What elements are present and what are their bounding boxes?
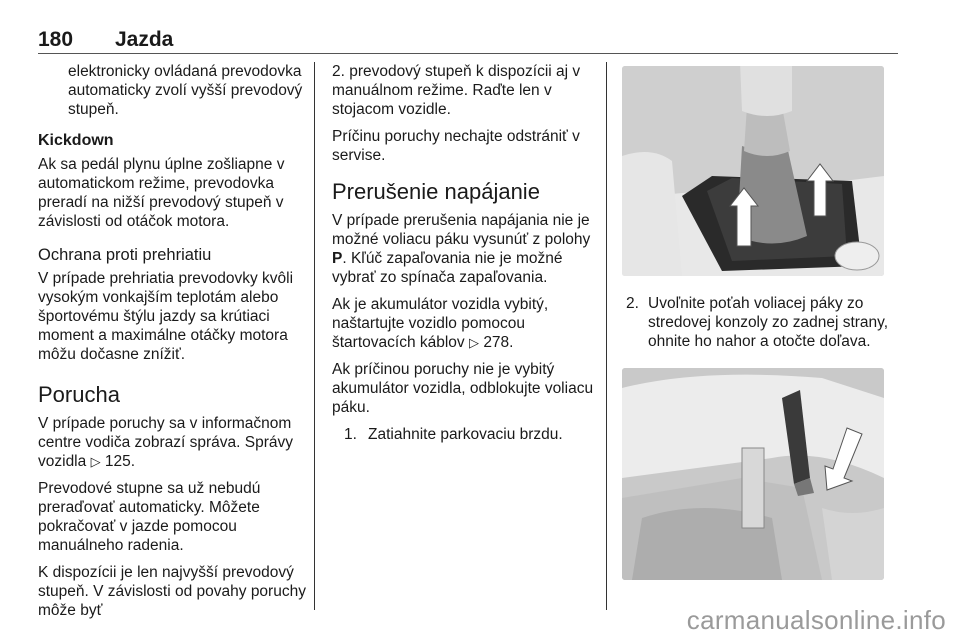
kickdown-heading: Kickdown xyxy=(38,132,114,149)
gear-lever-drawing xyxy=(622,66,884,276)
gear-lever-illustration xyxy=(622,66,884,276)
kickdown-paragraph: Ak sa pedál plynu úplne zošliapne v automatickom režime, prevodovka preradí na nižší prevodový stupeň v závislosti od otáčok motora. xyxy=(38,156,285,230)
step-2-text: Uvoľnite poťah voliacej páky zo stredovej konzoly zo zadnej strany, ohnite ho nahor a otočte doľava. xyxy=(648,295,889,350)
continued-paragraph-2: 2. prevodový stupeň k dispozícii aj v manuálnom režime. Raďte len v stojacom vozidle. xyxy=(332,63,581,118)
step-2-number: 2. xyxy=(626,295,639,312)
fault-paragraph-3: K dispozícii je len najvyšší prevodový stupeň. V závislosti od povahy poruchy môže byť xyxy=(38,564,306,619)
overheat-paragraph: V prípade prehriatia prevodovky kvôli vysokým vonkajším teplotám alebo športovému štýlu jazdy sa krútiaci moment a maximálne otáčky motora môžu dočasne znížiť. xyxy=(38,270,294,363)
service-paragraph: Príčinu poruchy nechajte odstrániť v servise. xyxy=(332,128,580,164)
console-tool-drawing xyxy=(622,368,884,580)
fault-heading: Porucha xyxy=(38,382,120,407)
fault-ref[interactable]: 125. xyxy=(104,453,136,470)
page-title: Jazda xyxy=(115,28,174,51)
battery-paragraph xyxy=(332,295,600,352)
power-text: V prípade prerušenia napájania nie je možné voliacu páku vysunúť z polohy xyxy=(332,212,591,248)
footer-watermark: carmanualsonline.info xyxy=(686,605,946,635)
step-1-text: Zatiahnite parkovaciu brzdu. xyxy=(368,426,563,443)
power-text-b: . Kľúč zapaľovania nie je možné vybrať zo spínača zapaľovania. xyxy=(332,250,563,286)
column-1 xyxy=(38,62,306,628)
overheat-heading: Ochrana proti prehriatiu xyxy=(38,246,212,264)
power-heading: Prerušenie napájanie xyxy=(332,179,540,204)
arrow-right-icon: ▷ xyxy=(90,454,101,469)
column-divider-2 xyxy=(606,62,607,610)
battery-text: Ak je akumulátor vozidla vybitý, naštartujte vozidlo pomocou štartovacích káblov xyxy=(332,296,549,351)
column-3 xyxy=(626,294,898,351)
unlock-paragraph: Ak príčinou poruchy nie je vybitý akumulátor vozidla, odblokujte voliacu páku. xyxy=(332,361,594,416)
continued-paragraph: elektronicky ovládaná prevodovka automaticky zvolí vyšší prevodový stupeň. xyxy=(68,63,303,118)
column-2 xyxy=(332,62,600,444)
step-1-number: 1. xyxy=(344,426,357,443)
fault-text: V prípade poruchy sa v informačnom centre vodiča zobrazí správa. Správy vozidla xyxy=(38,415,294,470)
console-tool-illustration xyxy=(622,368,884,580)
fault-paragraph-1 xyxy=(38,414,306,471)
page-header xyxy=(38,22,898,54)
column-divider-1 xyxy=(314,62,315,610)
header-rule xyxy=(38,53,898,54)
arrow-right-icon: ▷ xyxy=(469,335,479,350)
gear-p-label: P xyxy=(332,250,343,267)
step-2 xyxy=(626,294,898,351)
battery-ref[interactable]: 278. xyxy=(483,334,514,351)
fault-paragraph-2: Prevodové stupne sa už nebudú preraďovať automaticky. Môžete pokračovať v jazde pomocou manuálneho radenia. xyxy=(38,480,261,554)
step-1 xyxy=(332,425,600,444)
power-paragraph xyxy=(332,211,600,287)
page-number: 180 xyxy=(38,28,74,51)
